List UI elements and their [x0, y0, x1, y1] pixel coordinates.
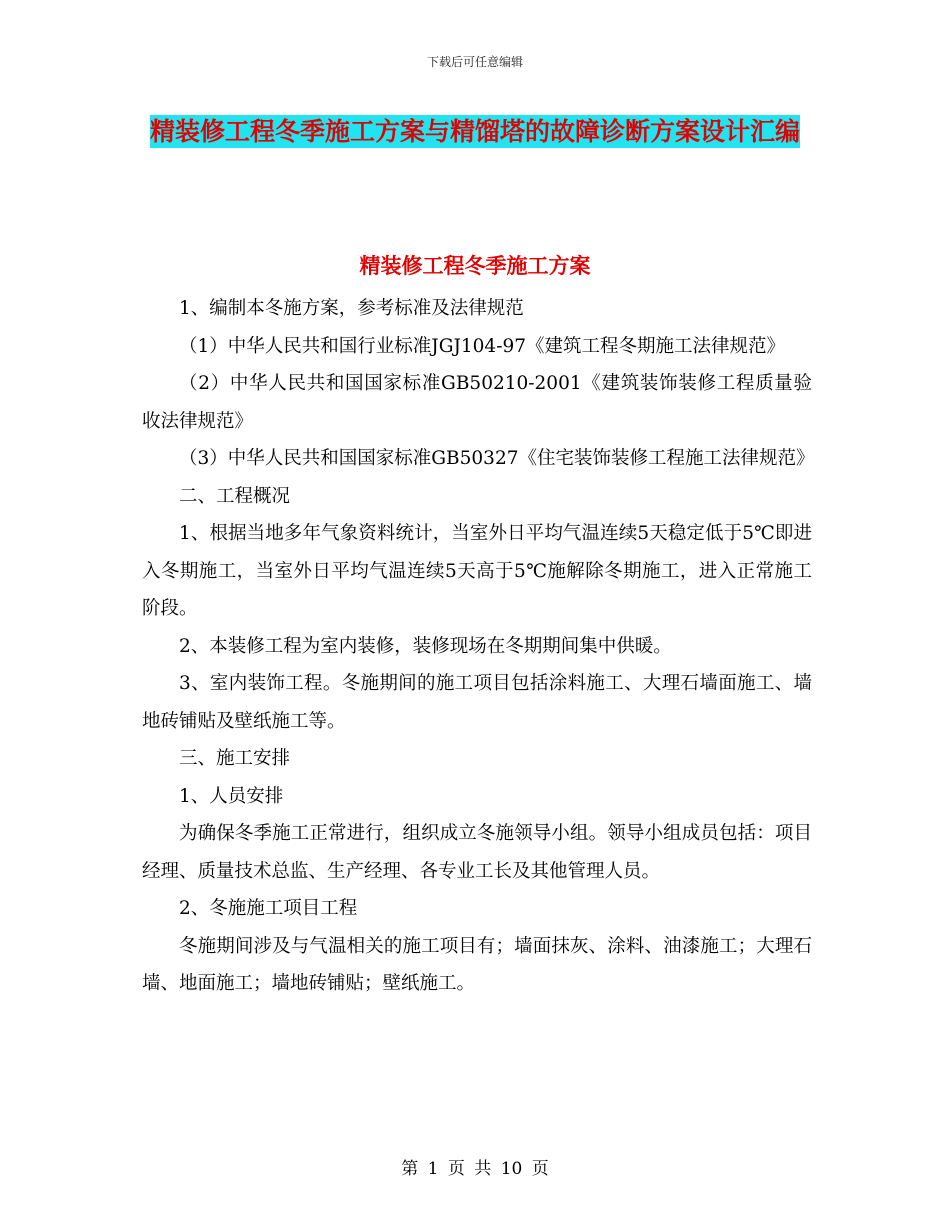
- paragraph: （1）中华人民共和国行业标准JGJ104-97《建筑工程冬期施工法律规范》: [179, 335, 785, 357]
- paragraph: 1、编制本冬施方案，参考标准及法律规范: [179, 298, 524, 319]
- document-title-text: 精装修工程冬季施工方案与精馏塔的故障诊断方案设计汇编: [149, 117, 800, 146]
- paragraph: （2）中华人民共和国国家标准GB50210-2001《建筑装饰装修工程质量验收法律规范》: [142, 373, 812, 432]
- paragraph: 二、工程概况: [179, 485, 291, 507]
- header-note: 下载后可任意编辑: [426, 55, 523, 69]
- paragraph: 2、冬施施工项目工程: [179, 898, 358, 919]
- paragraph: 2、本装修工程为室内装修，装修现场在冬期期间集中供暖。: [179, 635, 672, 657]
- page-footer: 第 1 页 共 10 页: [401, 1159, 549, 1179]
- paragraph: 为确保冬季施工正常进行，组织成立冬施领导小组。领导小组成员包括：项目经理、质量技术总监、生产经理、各专业工长及其他管理人员。: [142, 823, 812, 882]
- paragraph: （3）中华人民共和国国家标准GB50327《住宅装饰装修工程施工法律规范》: [179, 448, 815, 469]
- paragraph: 1、根据当地多年气象资料统计，当室外日平均气温连续5天稳定低于5℃即进入冬期施工，当室外日平均气温连续5天高于5℃施解除冬期施工，进入正常施工阶段。: [142, 523, 812, 619]
- paragraph: 三、施工安排: [179, 748, 291, 769]
- paragraph: 3、室内装饰工程。冬施期间的施工项目包括涂料施工、大理石墙面施工、墙地砖铺贴及壁纸施工等。: [142, 673, 812, 732]
- document-title: [140, 110, 810, 154]
- paragraph: 冬施期间涉及与气温相关的施工项目有；墙面抹灰、涂料、油漆施工；大理石墙、地面施工；墙地砖铺贴；壁纸施工。: [142, 935, 812, 994]
- paragraph: 1、人员安排: [179, 785, 284, 807]
- body-text: [142, 290, 815, 1003]
- section-title: 精装修工程冬季施工方案: [359, 254, 591, 278]
